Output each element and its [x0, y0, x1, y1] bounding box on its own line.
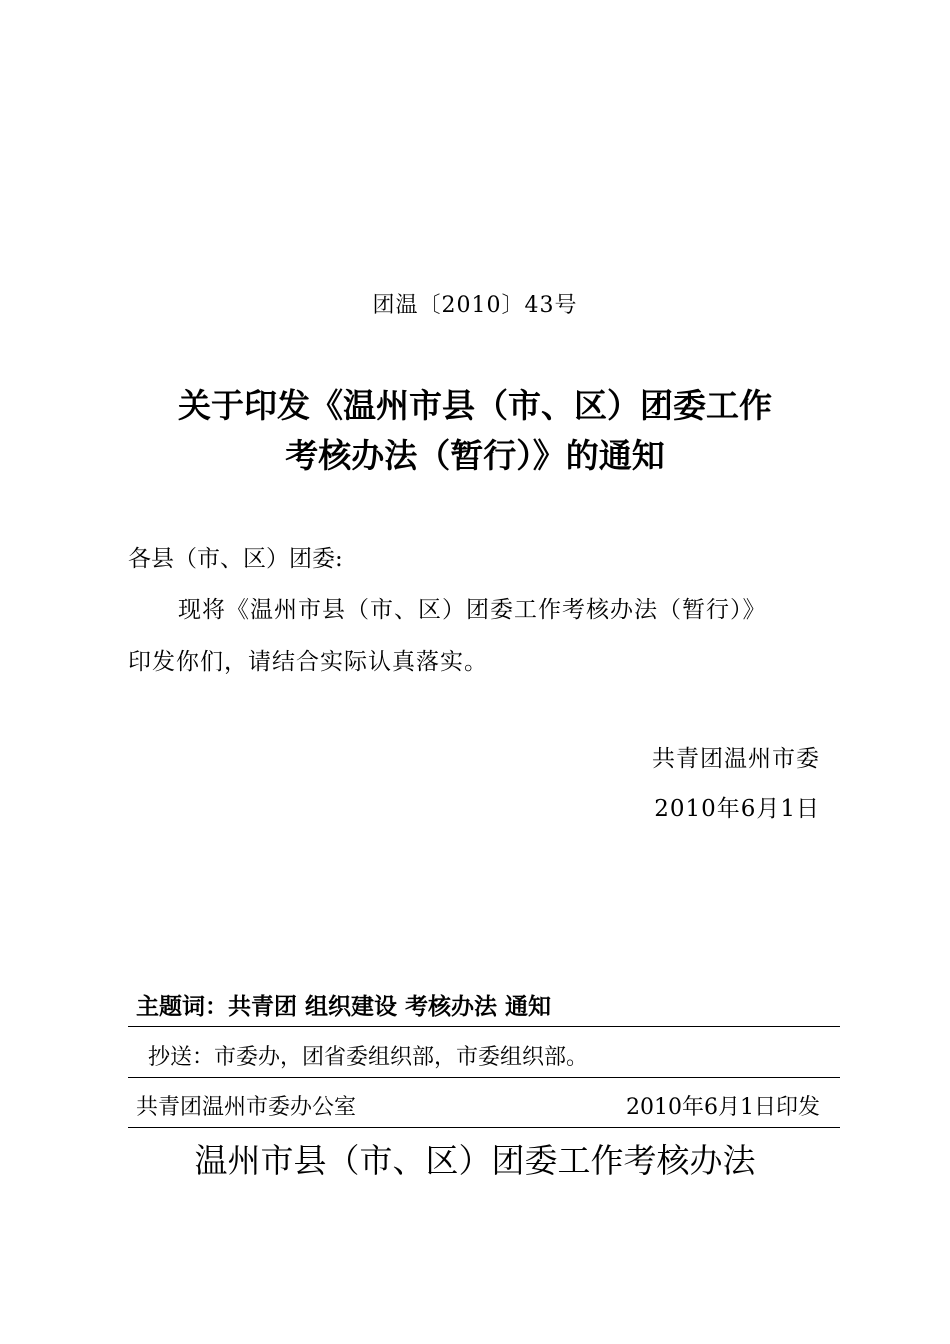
- divider-line: [128, 1026, 840, 1027]
- document-title-line-2: 考核办法（暂行）》的通知: [285, 436, 665, 475]
- signature-date: 2010年6月1日: [654, 796, 820, 822]
- subject-keywords: 主题词：共青团 组织建设 考核办法 通知: [136, 994, 552, 1020]
- carbon-copy-list: 抄送：市委办，团省委组织部，市委组织部。: [148, 1045, 589, 1070]
- divider-line: [128, 1127, 840, 1128]
- salutation: 各县（市、区）团委:: [128, 546, 343, 572]
- signature-organization: 共青团温州市委: [652, 746, 820, 772]
- body-paragraph-line-2: 印发你们，请结合实际认真落实。: [128, 649, 488, 675]
- document-number: 团温〔2010〕43号: [372, 293, 578, 318]
- issue-date: 2010年6月1日印发: [626, 1095, 820, 1120]
- issuing-office: 共青团温州市委办公室: [136, 1095, 357, 1120]
- document-title-line-1: 关于印发《温州市县（市、区）团委工作: [178, 386, 772, 425]
- next-section-title: 温州市县（市、区）团委工作考核办法: [194, 1141, 756, 1180]
- divider-line: [128, 1077, 840, 1078]
- body-paragraph-line-1: 现将《温州市县（市、区）团委工作考核办法（暂行）》: [178, 597, 767, 623]
